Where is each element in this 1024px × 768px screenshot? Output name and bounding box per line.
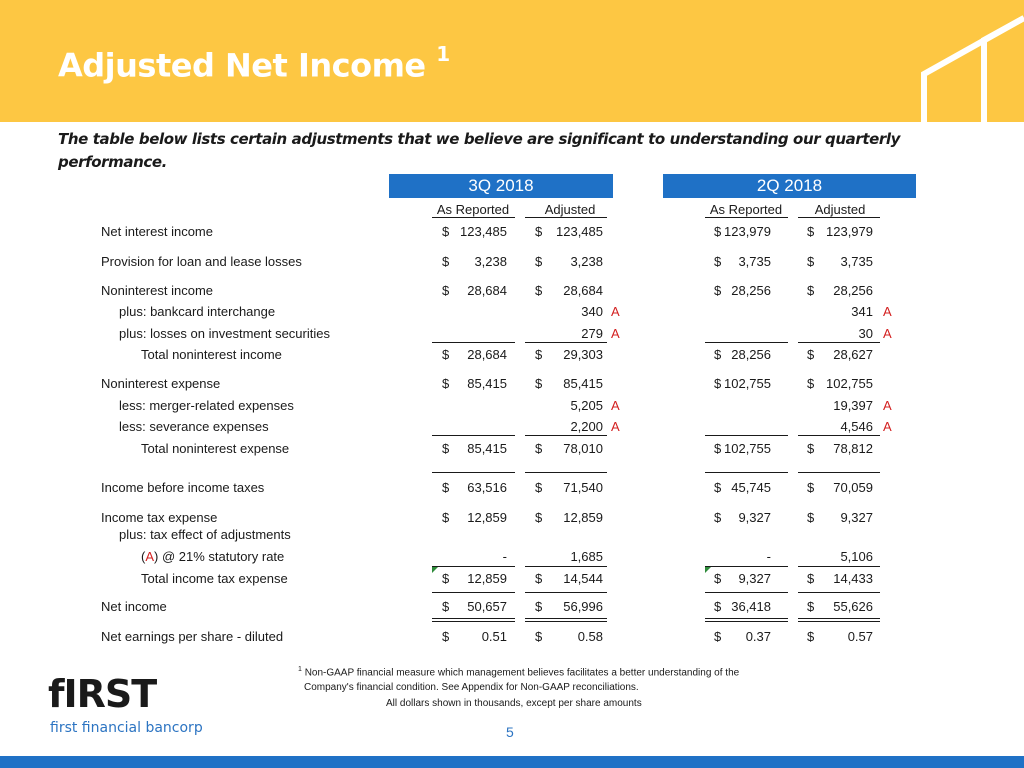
currency-symbol: $: [442, 224, 450, 239]
currency-symbol: $: [535, 254, 543, 269]
currency-symbol: $: [807, 480, 815, 495]
cell-3q-reported: -: [502, 549, 507, 564]
cell-3q-reported: 28,684: [467, 283, 507, 298]
row-label: Noninterest expense: [101, 376, 221, 391]
cell-2q-reported: 45,745: [731, 480, 771, 495]
subtotal-rule: [432, 435, 515, 436]
subtotal-rule: [705, 592, 788, 593]
period-header-3q-2018: 3Q 2018: [389, 174, 613, 198]
currency-symbol: $: [442, 510, 450, 525]
cell-2q-adjusted: 3,735: [840, 254, 873, 269]
currency-symbol: $: [807, 224, 815, 239]
currency-symbol: $: [714, 347, 722, 362]
adjustment-marker: A: [883, 419, 892, 434]
footnote-line-1: Non-GAAP financial measure which management believes facilitates a better understanding of the: [304, 667, 740, 679]
currency-symbol: $: [807, 629, 815, 644]
cell-2q-reported: 123,979: [724, 224, 771, 239]
column-header-3q-adjusted: Adjusted: [544, 202, 596, 217]
header-underline: [432, 217, 515, 218]
subtotal-rule: [525, 342, 607, 343]
currency-symbol: $: [714, 376, 722, 391]
currency-symbol: $: [442, 480, 450, 495]
table-row: [0, 599, 1024, 617]
subtotal-rule: [525, 472, 607, 473]
currency-symbol: $: [442, 441, 450, 456]
adjustment-marker: A: [883, 398, 892, 413]
cell-2q-reported: 28,256: [731, 283, 771, 298]
cell-2q-adjusted: 0.57: [847, 629, 873, 644]
row-label: less: severance expenses: [119, 419, 269, 434]
header-banner: [0, 0, 1024, 122]
subtotal-rule: [525, 435, 607, 436]
subtotal-rule: [705, 472, 788, 473]
column-header-2q-adjusted: Adjusted: [814, 202, 866, 217]
table-row: [0, 254, 1024, 272]
adjustment-marker: A: [611, 419, 620, 434]
subtotal-rule: [432, 472, 515, 473]
currency-symbol: $: [807, 376, 815, 391]
currency-symbol: $: [714, 629, 722, 644]
intro-text: The table below lists certain adjustments that we believe are significant to understanding our quarterly performance.: [58, 130, 901, 171]
row-label: less: merger-related expenses: [119, 398, 294, 413]
cell-2q-adjusted: 102,755: [826, 376, 873, 391]
column-header-2q-as-reported: As Reported: [709, 202, 783, 217]
cell-2q-reported: 9,327: [738, 571, 771, 586]
currency-symbol: $: [807, 441, 815, 456]
subtotal-rule: [798, 435, 880, 436]
cell-2q-adjusted: 341: [851, 304, 873, 319]
cell-2q-adjusted: 28,627: [833, 347, 873, 362]
table-row: [0, 304, 1024, 322]
cell-3q-adjusted: 0.58: [577, 629, 603, 644]
table-row: [0, 571, 1024, 589]
page-title: Adjusted Net Income $^1$: [58, 42, 450, 85]
cell-3q-adjusted: 5,205: [570, 398, 603, 413]
currency-symbol: $: [535, 599, 543, 614]
table-row: [0, 441, 1024, 459]
table-row: [0, 549, 1024, 567]
row-label: Total noninterest expense: [141, 441, 290, 456]
cell-3q-adjusted: 12,859: [563, 510, 603, 525]
total-double-rule: [525, 621, 607, 622]
currency-symbol: $: [714, 480, 722, 495]
cell-3q-reported: 63,516: [467, 480, 507, 495]
cell-3q-reported: 12,859: [467, 571, 507, 586]
cell-2q-adjusted: 28,256: [833, 283, 873, 298]
cell-2q-reported: 36,418: [731, 599, 771, 614]
total-double-rule: [798, 618, 880, 619]
adjustment-marker: A: [611, 326, 620, 341]
title-superscript: 1: [436, 42, 450, 66]
currency-symbol: $: [535, 629, 543, 644]
header-underline: [798, 217, 880, 218]
currency-symbol: $: [807, 254, 815, 269]
subtotal-rule: [432, 566, 515, 567]
cell-3q-reported: 50,657: [467, 599, 507, 614]
currency-symbol: $: [442, 347, 450, 362]
currency-symbol: $: [714, 283, 722, 298]
cell-3q-reported: 85,415: [467, 376, 507, 391]
cell-2q-reported: 9,327: [738, 510, 771, 525]
currency-symbol: $: [442, 283, 450, 298]
row-label: Provision for loan and lease losses: [101, 254, 302, 269]
table-row: [0, 376, 1024, 394]
cell-3q-reported: 12,859: [467, 510, 507, 525]
cell-3q-reported: 0.51: [481, 629, 507, 644]
header-underline: [705, 217, 788, 218]
total-double-rule: [798, 621, 880, 622]
cell-3q-adjusted: 14,544: [563, 571, 603, 586]
cell-3q-adjusted: 56,996: [563, 599, 603, 614]
currency-symbol: $: [535, 480, 543, 495]
row-label: Net income: [101, 599, 167, 614]
column-header-3q-as-reported: As Reported: [436, 202, 510, 217]
adjustment-marker: A: [611, 304, 620, 319]
row-label: Noninterest income: [101, 283, 213, 298]
cell-2q-reported: 3,735: [738, 254, 771, 269]
currency-symbol: $: [714, 441, 722, 456]
cell-3q-reported: 28,684: [467, 347, 507, 362]
cell-3q-reported: 85,415: [467, 441, 507, 456]
subtotal-rule: [798, 592, 880, 593]
cell-3q-adjusted: 279: [581, 326, 603, 341]
cell-2q-adjusted: 70,059: [833, 480, 873, 495]
row-label: plus: losses on investment securities: [119, 326, 330, 341]
adjustment-marker: A: [611, 398, 620, 413]
table-row: [0, 224, 1024, 242]
currency-symbol: $: [442, 571, 450, 586]
currency-symbol: $: [535, 376, 543, 391]
currency-symbol: $: [442, 599, 450, 614]
total-double-rule: [432, 618, 515, 619]
total-double-rule: [705, 621, 788, 622]
cell-3q-adjusted: 340: [581, 304, 603, 319]
subtotal-rule: [432, 592, 515, 593]
subtotal-rule: [525, 566, 607, 567]
table-row: [0, 347, 1024, 365]
currency-symbol: $: [535, 224, 543, 239]
currency-symbol: $: [442, 254, 450, 269]
company-logo-subtitle: first financial bancorp: [50, 720, 203, 736]
cell-3q-reported: 3,238: [474, 254, 507, 269]
cell-3q-adjusted: 28,684: [563, 283, 603, 298]
subtotal-rule: [798, 566, 880, 567]
cell-3q-adjusted: 2,200: [570, 419, 603, 434]
footnote-line-2: Company's financial condition. See Appendix for Non-GAAP reconciliations.: [304, 682, 639, 694]
currency-symbol: $: [807, 347, 815, 362]
cell-2q-reported: -: [766, 549, 771, 564]
cell-2q-adjusted: 19,397: [833, 398, 873, 413]
currency-symbol: $: [714, 571, 722, 586]
cell-3q-adjusted: 1,685: [570, 549, 603, 564]
cell-2q-adjusted: 5,106: [840, 549, 873, 564]
currency-symbol: $: [442, 629, 450, 644]
table-row: [0, 629, 1024, 647]
units-note: All dollars shown in thousands, except per share amounts: [386, 698, 642, 709]
page-number: 5: [506, 724, 514, 740]
currency-symbol: $: [535, 441, 543, 456]
currency-symbol: $: [714, 224, 722, 239]
cell-2q-reported: 28,256: [731, 347, 771, 362]
currency-symbol: $: [714, 254, 722, 269]
cell-3q-adjusted: 78,010: [563, 441, 603, 456]
row-label: (A) @ 21% statutory rate: [141, 549, 285, 564]
cell-3q-adjusted: 85,415: [563, 376, 603, 391]
currency-symbol: $: [807, 283, 815, 298]
cell-3q-reported: 123,485: [460, 224, 507, 239]
cell-3q-adjusted: 71,540: [563, 480, 603, 495]
total-double-rule: [525, 618, 607, 619]
row-label: Income before income taxes: [101, 480, 265, 495]
row-label: plus: tax effect of adjustments: [119, 527, 291, 542]
subtotal-rule: [432, 342, 515, 343]
currency-symbol: $: [535, 510, 543, 525]
row-label: Net interest income: [101, 224, 213, 239]
cell-2q-adjusted: 123,979: [826, 224, 873, 239]
footer-bar: [0, 756, 1024, 768]
subtotal-rule: [798, 342, 880, 343]
currency-symbol: $: [807, 510, 815, 525]
cell-2q-reported: 0.37: [745, 629, 771, 644]
currency-symbol: $: [535, 347, 543, 362]
currency-symbol: $: [535, 283, 543, 298]
table-row: [0, 283, 1024, 301]
cell-2q-adjusted: 78,812: [833, 441, 873, 456]
cell-3q-adjusted: 3,238: [570, 254, 603, 269]
footnote: [298, 662, 739, 695]
currency-symbol: $: [807, 599, 815, 614]
row-label: Total income tax expense: [141, 571, 288, 586]
currency-symbol: $: [535, 571, 543, 586]
currency-symbol: $: [442, 376, 450, 391]
company-logo: fIRST: [48, 672, 157, 716]
adjustment-marker: A: [145, 549, 155, 564]
cell-3q-adjusted: 29,303: [563, 347, 603, 362]
subtotal-rule: [705, 435, 788, 436]
currency-symbol: $: [714, 510, 722, 525]
adjustment-marker: A: [883, 304, 892, 319]
subtotal-rule: [705, 566, 788, 567]
cell-2q-adjusted: 30: [858, 326, 873, 341]
row-label: Net earnings per share - diluted: [101, 629, 284, 644]
subtotal-rule: [798, 472, 880, 473]
cell-2q-adjusted: 55,626: [833, 599, 873, 614]
row-label: plus: bankcard interchange: [119, 304, 276, 319]
row-label: Total noninterest income: [141, 347, 282, 362]
total-double-rule: [432, 621, 515, 622]
cell-3q-adjusted: 123,485: [556, 224, 603, 239]
subtotal-rule: [525, 592, 607, 593]
cell-2q-adjusted: 4,546: [840, 419, 873, 434]
currency-symbol: $: [807, 571, 815, 586]
footnote-marker: 1: [298, 666, 302, 673]
currency-symbol: $: [714, 599, 722, 614]
subtotal-rule: [705, 342, 788, 343]
table-row: [0, 480, 1024, 498]
cell-2q-reported: 102,755: [724, 441, 771, 456]
row-label: Income tax expense: [101, 510, 218, 525]
cell-2q-adjusted: 14,433: [833, 571, 873, 586]
header-underline: [525, 217, 607, 218]
table-row: [0, 527, 1024, 545]
adjustment-marker: A: [883, 326, 892, 341]
table-row: [0, 398, 1024, 416]
table-row: [0, 510, 1024, 528]
period-header-2q-2018: 2Q 2018: [663, 174, 916, 198]
total-double-rule: [705, 618, 788, 619]
cell-2q-adjusted: 9,327: [840, 510, 873, 525]
cell-2q-reported: 102,755: [724, 376, 771, 391]
